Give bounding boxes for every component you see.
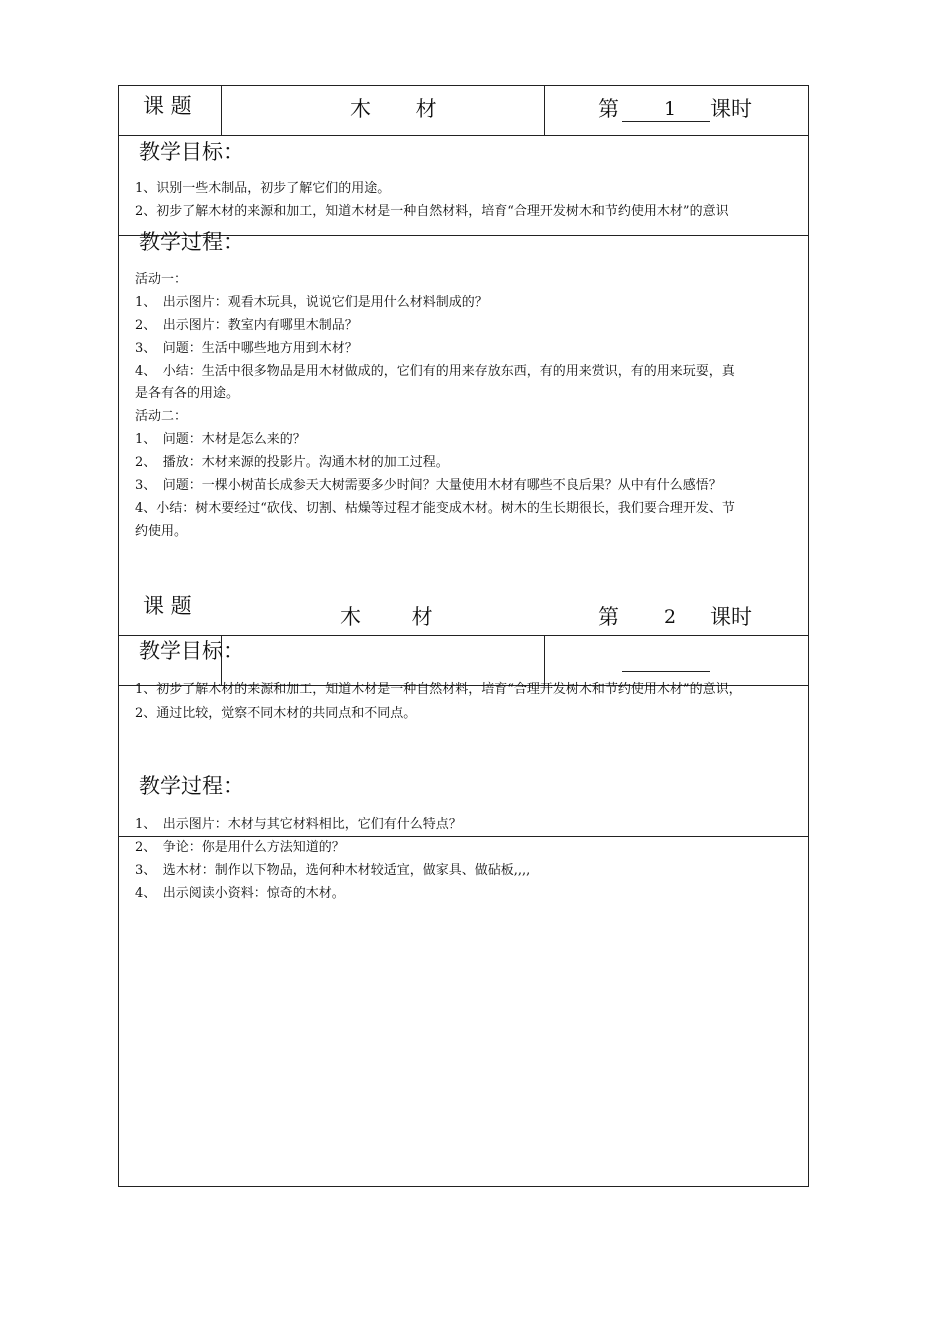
activity1-label: 活动一： xyxy=(135,272,188,287)
period-prefix-2: 第 xyxy=(598,605,619,629)
topic-label-2: 课 题 xyxy=(143,594,192,618)
objectives-heading-1: 教学目标： xyxy=(139,140,244,164)
period-underline-2 xyxy=(622,671,710,672)
activity2-step-4: 4、小结：树木要经过“砍伐、切割、枯燥等过程才能变成木材。树木的生长期很长，我们要合理开发、节 xyxy=(135,501,735,516)
process2-step-3: 3、 选木材：制作以下物品，选何种木材较适宜，做家具、做砧板,,,, xyxy=(135,863,531,878)
activity2-step-2: 2、 播放：木材来源的投影片。沟通木材的加工过程。 xyxy=(135,455,449,470)
period-number-1: 1 xyxy=(664,98,677,120)
lesson-title-2: 木 材 xyxy=(340,605,433,629)
activity2-step-1: 1、 问题：木材是怎么来的？ xyxy=(135,432,306,447)
header1-divider-a xyxy=(221,85,222,136)
topic-label-1: 课 题 xyxy=(143,94,192,118)
objective-1-2: 2、初步了解木材的来源和加工，知道木材是一种自然材料，培育“合理开发树木和节约使用木材”的意识 xyxy=(135,204,729,219)
activity1-step-3: 3、 问题：生活中哪些地方用到木材？ xyxy=(135,341,358,356)
process2-step-2: 2、 争论：你是用什么方法知道的？ xyxy=(135,840,345,855)
period-suffix-1: 课时 xyxy=(710,97,752,121)
header1-bottom-rule xyxy=(118,135,809,136)
process-heading-2: 教学过程： xyxy=(139,774,244,798)
table-right-border xyxy=(808,85,809,1187)
objective-1-1: 1、识别一些木制品，初步了解它们的用途。 xyxy=(135,181,391,196)
activity2-label: 活动二： xyxy=(135,409,188,424)
header1-divider-b xyxy=(544,85,545,136)
period-suffix-2: 课时 xyxy=(710,605,752,629)
objective-2-1: 1、初步了解木材的来源和加工，知道木材是一种自然材料，培育“合理开发树木和节约使用木材”的意识， xyxy=(135,682,742,697)
period-underline-1 xyxy=(622,121,710,122)
activity2-step-4-cont: 约使用。 xyxy=(135,524,188,539)
objectives2-bottom-rule xyxy=(118,836,809,837)
header2-divider-b xyxy=(544,635,545,686)
lesson-title-1: 木 材 xyxy=(350,97,437,121)
activity1-step-4: 4、 小结：生活中很多物品是用木材做成的，它们有的用来存放东西，有的用来赏识，有的用来玩耍，真 xyxy=(135,364,735,379)
objectives-heading-2: 教学目标： xyxy=(139,639,244,663)
process2-step-4: 4、 出示阅读小资料：惊奇的木材。 xyxy=(135,886,345,901)
activity1-step-4-cont: 是各有各的用途。 xyxy=(135,386,240,401)
objective-2-2: 2、通过比较，觉察不同木材的共同点和不同点。 xyxy=(135,706,417,721)
period-prefix-1: 第 xyxy=(598,97,619,121)
process-heading-1: 教学过程： xyxy=(139,230,244,254)
period-number-2: 2 xyxy=(664,606,677,628)
activity1-step-2: 2、 出示图片：教室内有哪里木制品？ xyxy=(135,318,358,333)
process2-step-1: 1、 出示图片：木材与其它材料相比，它们有什么特点？ xyxy=(135,817,462,832)
activity1-step-1: 1、 出示图片：观看木玩具，说说它们是用什么材料制成的？ xyxy=(135,295,488,310)
table-bottom-border xyxy=(118,1186,809,1187)
activity2-step-3: 3、 问题：一棵小树苗长成参天大树需要多少时间？大量使用木材有哪些不良后果？从中有什么感悟？ xyxy=(135,478,722,493)
table-left-border xyxy=(118,85,119,1187)
